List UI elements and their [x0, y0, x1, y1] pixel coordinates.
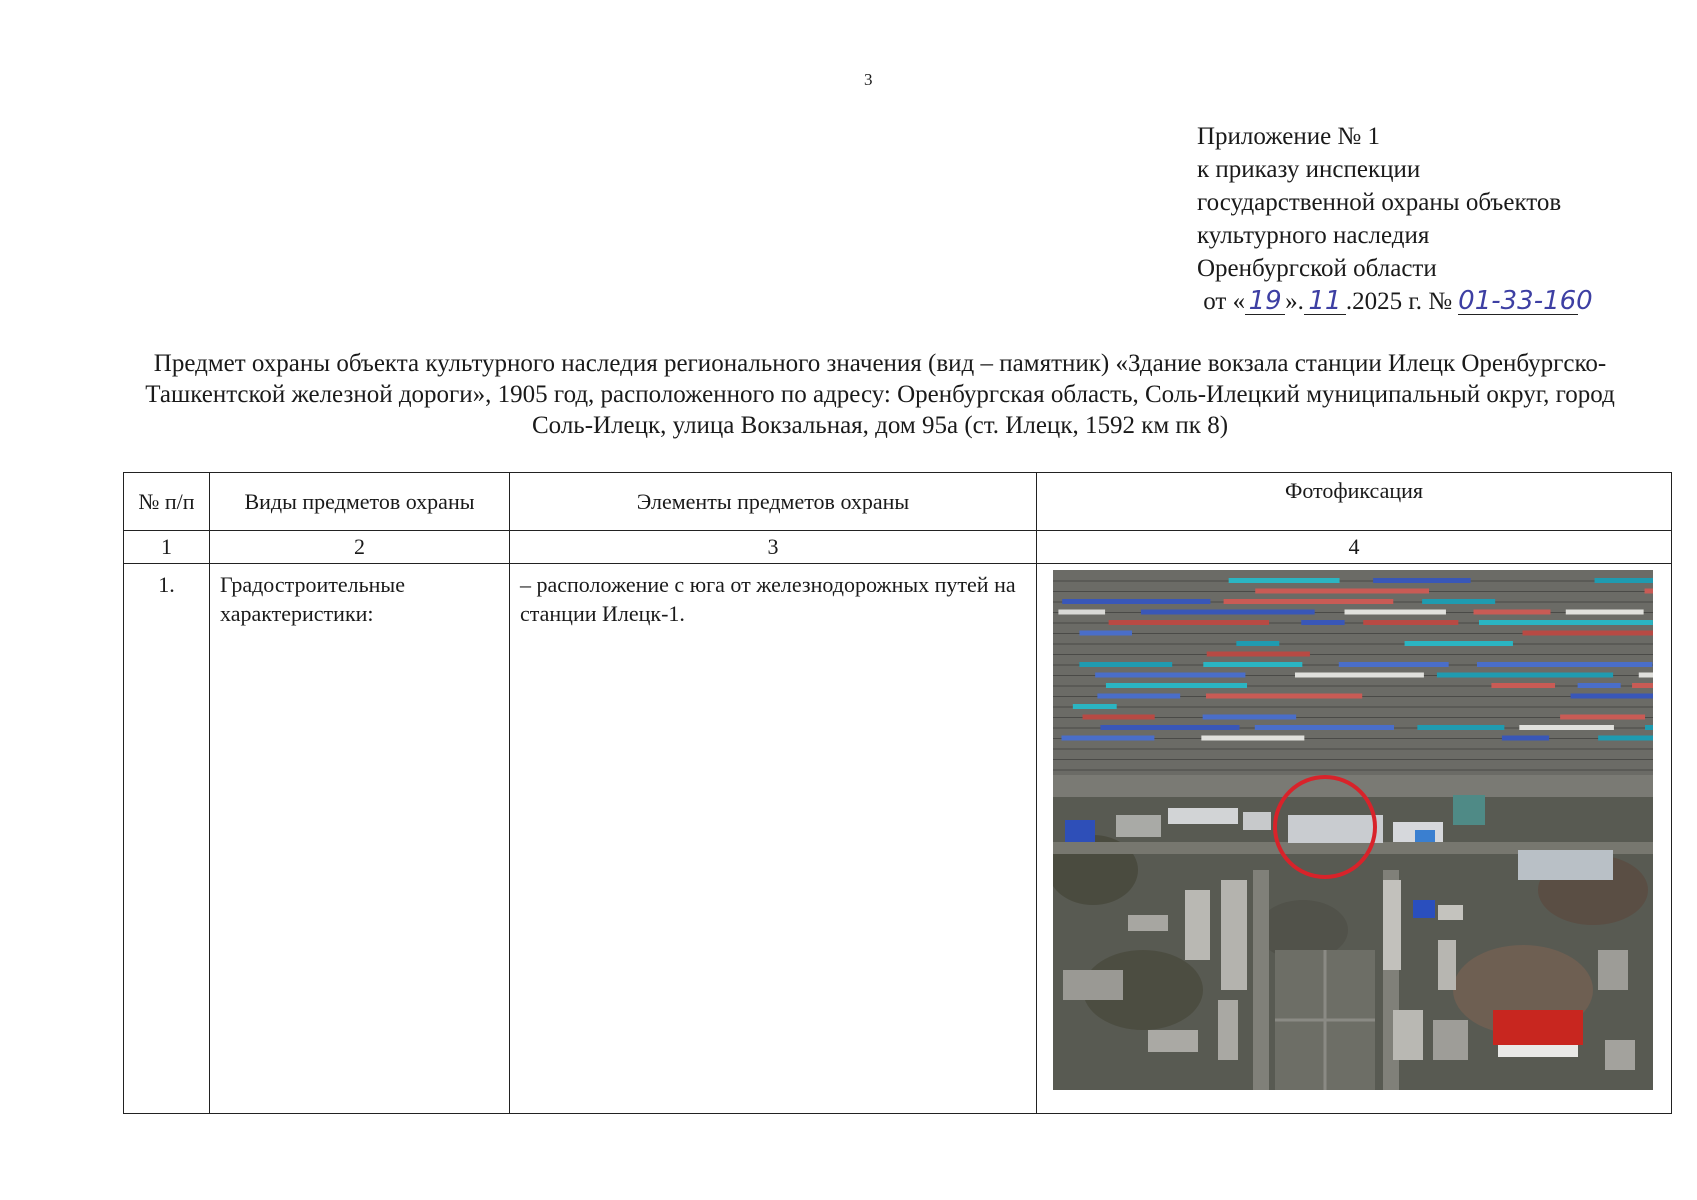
rail-wagons [1595, 578, 1653, 583]
rail-wagons [1405, 641, 1513, 646]
rail-wagons [1645, 589, 1653, 594]
rail-wagons [1301, 620, 1344, 625]
rail-wagons [1578, 683, 1621, 688]
column-number-row [124, 531, 1672, 564]
rail-wagons [1645, 725, 1653, 730]
rail-wagons [1571, 694, 1653, 699]
column-number: 4 [1037, 531, 1672, 564]
rail-wagons [1106, 683, 1247, 688]
column-number: 3 [510, 531, 1037, 564]
rail-wagons [1363, 620, 1458, 625]
rail-wagons [1079, 662, 1172, 667]
protection-table [123, 472, 1672, 1114]
appendix-line: Оренбургской области [1197, 255, 1437, 282]
rail-wagons [1437, 673, 1613, 678]
header-types: Виды предметов охраны [210, 473, 510, 531]
rail-wagons [1109, 620, 1269, 625]
rail-wagons [1632, 683, 1653, 688]
rail-wagons [1229, 578, 1340, 583]
order-year: .2025 г. № [1345, 288, 1453, 315]
rail-wagons [1639, 673, 1653, 678]
header-number: № п/п [124, 473, 210, 531]
row-photo-cell [1037, 564, 1672, 1114]
appendix-block [1197, 120, 1677, 318]
rail-wagons [1203, 715, 1297, 720]
rail-wagons [1100, 725, 1239, 730]
rail-wagons [1502, 736, 1549, 741]
rail-wagons [1083, 715, 1155, 720]
table-header-row [124, 473, 1672, 531]
rail-wagons [1097, 694, 1180, 699]
rail-wagons [1598, 736, 1653, 741]
order-separator: ». [1285, 288, 1304, 315]
rail-wagons [1224, 599, 1394, 604]
rail-wagons [1073, 704, 1117, 709]
rail-wagons [1201, 736, 1304, 741]
rail-wagons [1519, 725, 1614, 730]
rail-wagons [1255, 589, 1429, 594]
rail-wagons [1141, 610, 1315, 615]
column-number: 1 [124, 531, 210, 564]
rail-wagons [1491, 683, 1555, 688]
rail-wagons [1560, 715, 1645, 720]
rail-wagons [1207, 652, 1310, 657]
order-month-handwritten: 11 [1304, 288, 1346, 315]
appendix-line: Приложение № 1 [1197, 123, 1381, 150]
rail-wagons [1523, 631, 1653, 636]
appendix-line: культурного наследия [1197, 222, 1430, 249]
row-number: 1. [124, 564, 210, 1114]
rail-wagons [1373, 578, 1471, 583]
rail-wagons [1422, 599, 1495, 604]
rail-wagons [1061, 736, 1154, 741]
rail-wagons [1295, 673, 1424, 678]
rail-wagons [1079, 631, 1132, 636]
aerial-photo [1053, 570, 1653, 1090]
appendix-line: к приказу инспекции [1197, 156, 1421, 183]
rail-wagons [1062, 599, 1210, 604]
row-protection-type: Градостроительные характеристики: [210, 564, 510, 1114]
page-number: 3 [864, 70, 873, 89]
header-elements: Элементы предметов охраны [510, 473, 1037, 531]
rail-wagons [1236, 641, 1279, 646]
rail-wagons [1203, 662, 1302, 667]
appendix-line: государственной охраны объектов [1197, 189, 1562, 216]
rail-wagons [1474, 610, 1551, 615]
order-day-handwritten: 19 [1245, 288, 1285, 315]
order-number-handwritten: 01-33-160 [1458, 286, 1593, 316]
rail-wagons [1345, 610, 1446, 615]
row-protection-elements: – расположение с юга от железнодорожных путей на станции Илецк-1. [510, 564, 1037, 1114]
order-date-line [1197, 285, 1677, 318]
rail-wagons [1479, 620, 1653, 625]
table-row [124, 564, 1672, 1114]
rail-wagons [1058, 610, 1105, 615]
rail-wagons [1477, 662, 1652, 667]
rail-wagons [1206, 694, 1362, 699]
rail-wagons [1566, 610, 1644, 615]
order-prefix: от « [1203, 288, 1246, 315]
rail-wagons [1095, 673, 1245, 678]
header-photo: Фотофиксация [1037, 473, 1672, 531]
rail-wagons [1255, 725, 1394, 730]
column-number: 2 [210, 531, 510, 564]
rail-wagons [1339, 662, 1449, 667]
rail-wagons [1417, 725, 1504, 730]
document-title: Предмет охраны объекта культурного наследия регионального значения (вид – памятник) «Здание вокзала станции Илецк Оренбургско-Ташкентской железной дороги», 1905 год, расположенного по адресу: Оренбургская область, Соль-Илецкий муниципальный округ, город Соль-Илецк, улица Вокзальная, дом 95а (ст. Илецк, 1592 км пк 8) [145, 350, 1615, 439]
